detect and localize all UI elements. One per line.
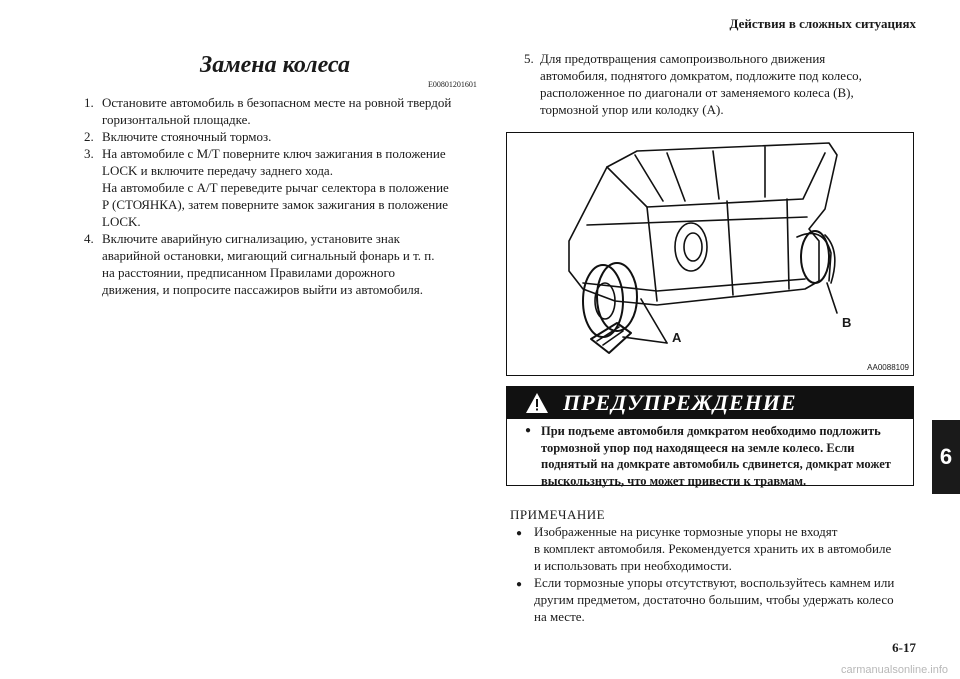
step-line: горизонтальной площадке. (102, 112, 251, 127)
section-code: E00801201601 (428, 80, 477, 89)
step-line: Остановите автомобиль в безопасном месте на ровной твердой (102, 95, 452, 110)
step-3 (84, 145, 484, 230)
warning-text (525, 423, 901, 489)
list-item (516, 523, 920, 574)
step-line: движения, и попросите пассажиров выйти из автомобиля. (102, 282, 424, 297)
step-line: LOCK и включите передачу заднего хода. (102, 163, 333, 178)
warning-line: тормозной упор под находящееся на земле колесо. Если (541, 440, 855, 455)
step-5 (524, 50, 924, 118)
step-line: На автомобиле с A/T переведите рычаг селектора в положение (102, 180, 449, 195)
note-line: на месте. (534, 609, 585, 624)
step-line: Включите аварийную сигнализацию, установите знак (102, 231, 400, 246)
section-title: Замена колеса (200, 52, 350, 78)
note-line: Изображенные на рисунке тормозные упоры не входят (534, 524, 838, 539)
warning-title: ПРЕДУПРЕЖДЕНИЕ (563, 390, 797, 415)
label-a: A (672, 330, 682, 345)
note-line: и использовать при необходимости. (534, 558, 732, 573)
note-title: ПРИМЕЧАНИЕ (510, 507, 606, 522)
step-line: Для предотвращения самопроизвольного движения (540, 51, 826, 66)
step-2 (84, 128, 484, 145)
warning-triangle-icon (525, 392, 549, 414)
step-number: 4. (84, 231, 94, 246)
chapter-tab: 6 (932, 420, 960, 494)
bullet-icon: ● (516, 579, 523, 590)
running-header: Действия в сложных ситуациях (729, 16, 916, 31)
warning-box (506, 386, 914, 486)
step-number: 5. (524, 51, 534, 66)
step-line: P (СТОЯНКА), затем поверните замок зажигания в положение (102, 197, 448, 212)
step-4 (84, 230, 484, 298)
step-number: 3. (84, 146, 94, 161)
warning-line: При подъеме автомобиля домкратом необходимо подложить (541, 424, 881, 438)
step-line: На автомобиле с M/T поверните ключ зажигания в положение (102, 146, 446, 161)
label-b: B (842, 315, 852, 330)
bullet-icon: ● (516, 528, 523, 539)
warning-header (507, 387, 913, 419)
step-line: расположенное по диагонали от заменяемого колеса (B), (540, 85, 854, 100)
step-line: автомобиля, поднятого домкратом, подложите под колесо, (540, 68, 862, 83)
note-line: Если тормозные упоры отсутствуют, воспользуйтесь камнем или (534, 575, 895, 590)
figure (506, 132, 914, 376)
page-number: 6-17 (892, 640, 916, 655)
step-number: 2. (84, 129, 94, 144)
step-line: тормозной упор или колодку (A). (540, 102, 724, 117)
note-line: другим предметом, достаточно большим, чтобы удержать колесо (534, 592, 894, 607)
watermark: carmanualsonline.info (840, 664, 948, 676)
step-line: на расстоянии, предписанном Правилами дорожного (102, 265, 396, 280)
steps-list (84, 94, 484, 298)
list-item (516, 574, 920, 625)
figure-code: AA0088109 (867, 363, 909, 372)
list-item (525, 423, 901, 489)
warning-line: выскользнуть, что может привести к травмам. (541, 473, 807, 488)
warning-line: поднятый на домкрате автомобиль сдвинется, домкрат может (541, 457, 891, 471)
note-section (510, 507, 920, 625)
step-line: LOCK. (102, 214, 141, 229)
step-line: аварийной остановки, мигающий сигнальный фонарь и т. п. (102, 248, 435, 263)
car-wheel-chock-illustration (507, 133, 913, 375)
step-1 (84, 94, 484, 128)
step-line: Включите стояночный тормоз. (102, 129, 272, 144)
bullet-icon: ● (525, 425, 532, 436)
step-number: 1. (84, 95, 94, 110)
note-line: в комплект автомобиля. Рекомендуется хранить их в автомобиле (534, 541, 892, 556)
